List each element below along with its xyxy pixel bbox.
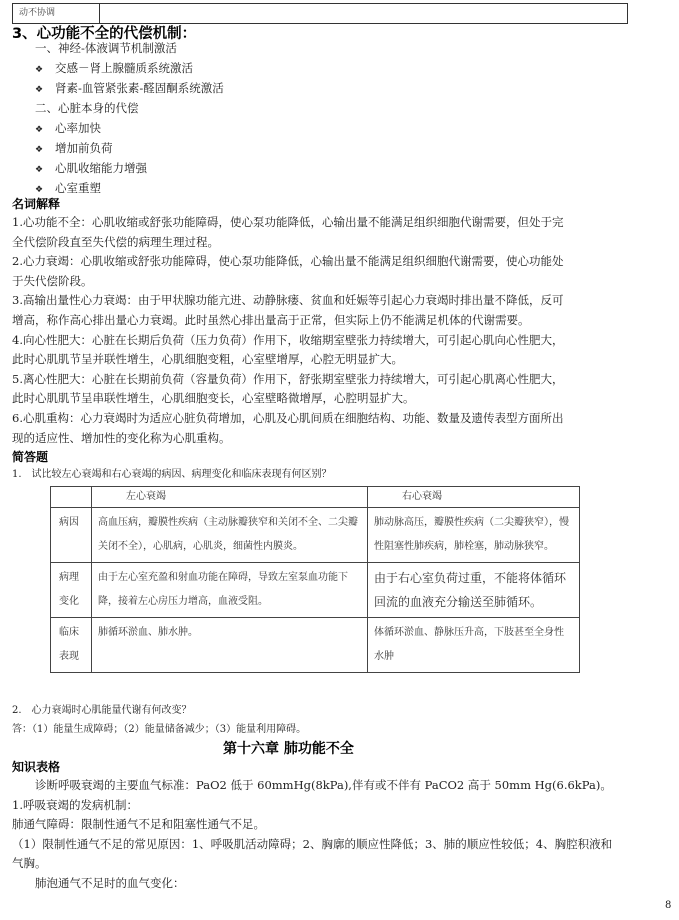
header-cell [51,487,92,508]
table-row-fragment [12,3,628,24]
bullet-text: 增加前负荷 [55,141,113,155]
bullet-text: 交感－肾上腺髓质系统激活 [55,61,193,75]
subheading: 一、神经-体液调节机制激活 [35,41,177,55]
cell-left: 肺循环淤血、肺水肿。 [92,618,368,673]
cell-left: 高血压病，瓣膜性疾病（主动脉瓣狭窄和关闭不全、二尖瓣关闭不全），心肌病，心肌炎，细菌性内膜炎。 [92,508,368,563]
cell-right: 体循环淤血、静脉压升高，下肢甚至全身性水肿 [368,618,580,673]
answer-2: 答：（1）能量生成障碍；（2）能量储备减少；（3）能量利用障碍。 [12,724,307,735]
subheading: 二、心脏本身的代偿 [35,101,139,115]
table-row [51,618,580,673]
question-1: 1. 试比较左心衰竭和右心衰竭的病因、病理变化和临床表现有何区别？ [12,469,332,480]
section-heading: 3、心功能不全的代偿机制： [12,26,197,42]
knowledge-title: 知识表格 [12,760,61,774]
table-row [51,563,580,618]
bullet-item [35,120,101,138]
diamond-bullet-icon: ❖ [35,165,44,175]
text-line: 肺泡通气不足时的血气变化： [12,876,185,890]
header-right: 右心衰竭 [368,487,580,508]
text-line: （1）限制性通气不足的常见原因：1、呼吸肌活动障碍；2、胸廓的顺应性降低；3、肺的顺应性较低；4、胸腔积液和 [12,836,613,851]
terms-title: 名词解释 [12,197,61,211]
term-line: 增高，称作高心排出量心力衰竭。此时虽然心排出量高于正常，但实际上仍不能满足机体的代谢需要。 [12,313,530,327]
term-line: 5.离心性肥大：心脏在长期前负荷（容量负荷）作用下，舒张期室壁张力持续增大，可引起心肌离心性肥大， [12,371,564,386]
bullet-text: 心肌收缩能力增强 [55,161,147,175]
bullet-item [35,80,224,98]
cell-right: 肺动脉高压，瓣膜性疾病（二尖瓣狭窄），慢性阻塞性肺疾病，肺栓塞，肺动脉狭窄。 [368,508,580,563]
term-line: 2.心力衰竭：心肌收缩或舒张功能障碍，使心泵功能降低，心输出量不能满足组织细胞代谢需要，使心功能处 [12,254,564,269]
term-line: 全代偿阶段直至失代偿的病理生理过程。 [12,234,219,249]
term-line: 此时心肌肌节呈串联性增生，心肌细胞变长，心室壁略微增厚，心腔明显扩大。 [12,391,415,406]
term-line: 1.心功能不全：心肌收缩或舒张功能障碍，使心泵功能降低，心输出量不能满足组织细胞代谢需要，但处于完 [12,215,564,229]
term-line: 现的适应性、增加性的变化称为心肌重构。 [12,430,231,445]
bullet-text: 肾素-血管紧张素-醛固酮系统激活 [55,81,224,95]
table-cell: 动不协调 [13,4,100,23]
table-row [51,508,580,563]
bullet-text: 心室重塑 [55,181,101,195]
term-line: 3.高输出量性心力衰竭：由于甲状腺功能亢进、动静脉瘘、贫血和妊娠等引起心力衰竭时排出量不降低，反可 [12,293,564,308]
bullet-item [35,160,147,178]
question-2: 2. 心力衰竭时心肌能量代谢有何改变？ [12,705,192,716]
bullet-text: 心率加快 [55,121,101,135]
term-line: 6.心肌重构：心力衰竭时为适应心脏负荷增加，心肌及心肌间质在细胞结构、功能、数量及遗传表型方面所出 [12,411,564,425]
text-line: 诊断呼吸衰竭的主要血气标准：PaO2 低于 60mmHg(8kPa),伴有或不伴有 PaCO2 高于 50mm Hg(6.6kPa)。 [12,778,612,792]
row-label: 病理变化 [51,563,92,618]
chapter-title: 第十六章 肺功能不全 [223,741,354,757]
header-left: 左心衰竭 [92,487,368,508]
diamond-bullet-icon: ❖ [35,185,44,195]
comparison-table [50,486,580,673]
term-line: 4.向心性肥大：心脏在长期后负荷（压力负荷）作用下，收缩期室壁张力持续增大，可引起心肌向心性肥大， [12,332,564,347]
page-number: 8 [665,900,672,911]
row-label: 病因 [51,508,92,563]
text-line: 肺通气障碍：限制性通气不足和阻塞性通气不足。 [12,817,265,832]
term-line: 此时心肌肌节呈并联性增生，心肌细胞变粗，心室壁增厚，心腔无明显扩大。 [12,352,403,367]
diamond-bullet-icon: ❖ [35,145,44,155]
cell-right: 由于右心室负荷过重，不能将体循环回流的血液充分输送至肺循环。 [368,563,580,618]
bullet-item [35,140,113,158]
cell-left: 由于左心室充盈和射血功能在障碍，导致左室泵血功能下降，接着左心房压力增高，血液受阻。 [92,563,368,618]
text-line: 气胸。 [12,856,47,871]
text-line: 1.呼吸衰竭的发病机制： [12,797,138,812]
diamond-bullet-icon: ❖ [35,65,44,75]
row-label: 临床表现 [51,618,92,673]
bullet-item [35,60,193,78]
term-line: 于失代偿阶段。 [12,273,93,288]
table-header-row [51,487,580,508]
diamond-bullet-icon: ❖ [35,125,44,135]
qa-title: 简答题 [12,450,49,464]
diamond-bullet-icon: ❖ [35,85,44,95]
